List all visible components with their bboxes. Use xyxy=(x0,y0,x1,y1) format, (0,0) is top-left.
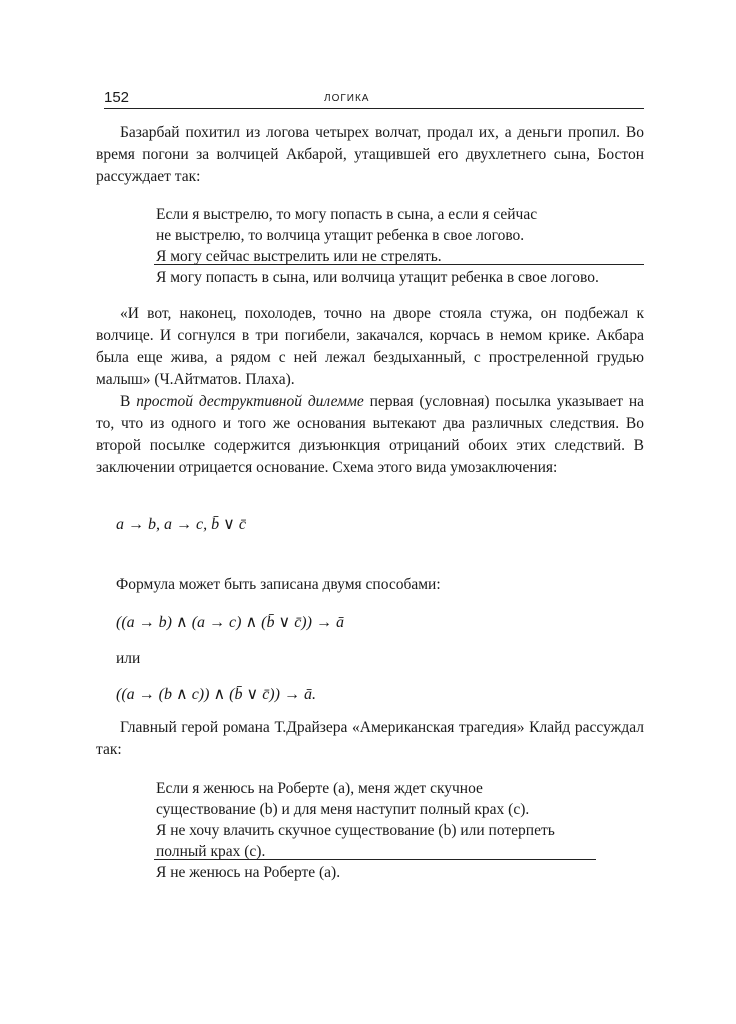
syllogism1-divider xyxy=(154,264,644,265)
or-word: или xyxy=(116,650,141,667)
page-header xyxy=(104,89,644,109)
paragraph-dreiser: Главный герой романа Т.Драйзера «Американская трагедия» Клайд рассуждал так: xyxy=(96,719,644,758)
definition-prefix: В xyxy=(120,393,137,410)
definition-text: первая (условная) посылка указывает на то, что из одного и того же основания вытекают два различных следствия. Во второй посылке содержится дизъюнкция отрицаний обоих этих следствий. В заключении отрицается основание. Схема этого вида умозаключения: xyxy=(96,393,645,476)
inference-scheme: a → b, a → c, b̄ ∨ c̄ xyxy=(116,516,246,533)
formula-second-way: ((a → (b ∧ c)) ∧ (b̄ ∨ c̄)) → ā. xyxy=(116,686,316,703)
syllogism2-premise-line1: Если я женюсь на Роберте (а), меня ждет скучное xyxy=(156,780,483,797)
syllogism2-premise-line3: Я не хочу влачить скучное существование (b) или потерпеть xyxy=(156,822,555,839)
syllogism1-premise-line3: Я могу сейчас выстрелить или не стрелять. xyxy=(156,248,442,265)
syllogism2-conclusion: Я не женюсь на Роберте (а). xyxy=(156,864,341,881)
paragraph-quote: «И вот, наконец, похолодев, точно на дворе стояла стужа, он подбежал к волчице. И согнулся в три погибели, закачался, корчась в немом крике. Акбара была еще жива, а рядом с ней лежал бездыханный, с простреленной грудью малыш» (Ч.Айтматов. Плаха). xyxy=(96,305,644,388)
syllogism1-premise-line2: не выстрелю, то волчица утащит ребенка в свое логово. xyxy=(156,227,525,244)
paragraph-intro: Базарбай похитил из логова четырех волчат, продал их, а деньги пропил. Во время погони за волчицей Акбарой, утащившей его двухлетнего сына, Бостон рассуждает так: xyxy=(96,124,644,185)
syllogism2-divider xyxy=(154,859,596,860)
paragraph-definition xyxy=(96,391,644,479)
syllogism2-premise-line2: существование (b) и для меня наступит полный крах (с). xyxy=(156,801,530,818)
syllogism1-premise-line1: Если я выстрелю, то могу попасть в сына, а если я сейчас xyxy=(156,206,538,223)
formula-first-way: ((a → b) ∧ (a → c) ∧ (b̄ ∨ c̄)) → ā xyxy=(116,614,344,631)
syllogism2-premise-line4: полный крах (с). xyxy=(156,843,266,860)
syllogism1-conclusion: Я могу попасть в сына, или волчица утащит ребенка в свое логово. xyxy=(156,269,599,286)
definition-term: простой деструктивной дилемме xyxy=(136,393,364,410)
page-number: 152 xyxy=(104,89,130,106)
formula-intro: Формула может быть записана двумя способами: xyxy=(116,576,441,593)
running-title: ЛОГИКА xyxy=(324,93,370,104)
